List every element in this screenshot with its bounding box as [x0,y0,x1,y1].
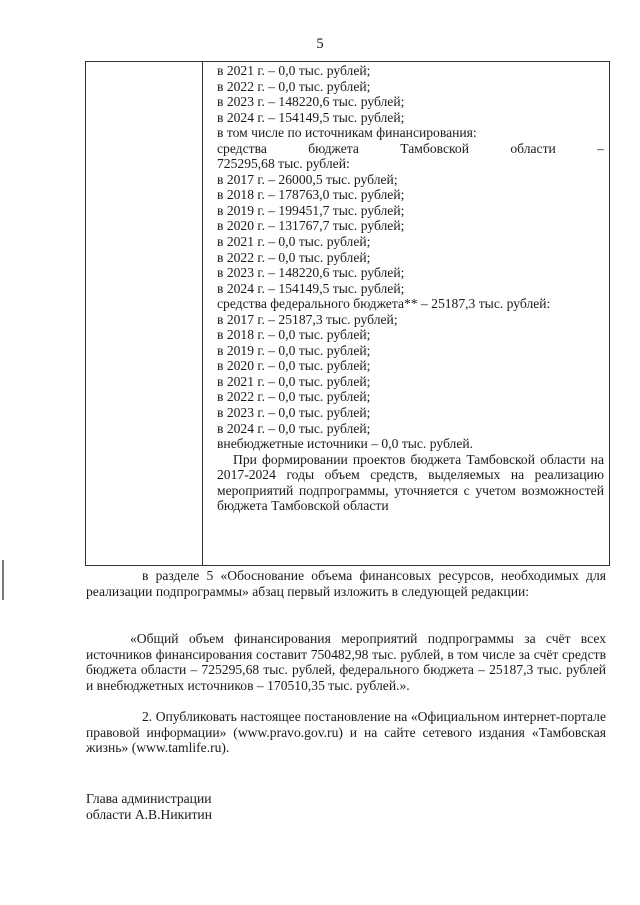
regional-year-line: в 2019 г. – 199451,7 тыс. рублей; [217,202,405,218]
federal-year-line: в 2019 г. – 0,0 тыс. рублей; [217,342,371,358]
federal-year-line: в 2018 г. – 0,0 тыс. рублей; [217,327,371,343]
regional-budget-header: средства бюджета Тамбовской области – [217,140,604,156]
regional-year-line: в 2017 г. – 26000,5 тыс. рублей; [217,171,398,187]
page-number: 5 [316,36,324,52]
financing-table [85,61,610,566]
federal-budget-header: средства федерального бюджета** – 25187,3 тыс. рублей: [217,296,551,312]
table-line: в 2024 г. – 154149,5 тыс. рублей; [217,109,405,125]
table-line: в 2023 г. – 148220,6 тыс. рублей; [217,94,405,110]
table-line: в 2022 г. – 0,0 тыс. рублей; [217,78,371,94]
budget-note: При формировании проектов бюджета Тамбовской области на 2017-2024 годы объем средств, выделяемых на реализацию мероприятий подпрограммы, уточняется с учетом возможностей бюджета Тамбовской области [217,451,604,514]
offbudget-line: внебюджетные источники – 0,0 тыс. рублей. [217,436,474,452]
section5-quote [86,631,606,693]
regional-year-line: в 2018 г. – 178763,0 тыс. рублей; [217,187,405,203]
federal-year-line: в 2024 г. – 0,0 тыс. рублей; [217,420,371,436]
scan-edge-mark [2,560,4,600]
signature-block [86,791,212,822]
regional-year-line: в 2022 г. – 0,0 тыс. рублей; [217,249,371,265]
federal-year-line: в 2022 г. – 0,0 тыс. рублей; [217,389,371,405]
table-line: в том числе по источникам финансирования: [217,125,477,141]
table-column-divider [202,62,203,565]
federal-year-line: в 2017 г. – 25187,3 тыс. рублей; [217,311,398,327]
regional-budget-total: 725295,68 тыс. рублей: [217,156,350,172]
federal-year-line: в 2020 г. – 0,0 тыс. рублей; [217,358,371,374]
regional-year-line: в 2023 г. – 148220,6 тыс. рублей; [217,265,405,281]
section5-intro-text: в разделе 5 «Обоснование объема финансовых ресурсов, необходимых для реализации подпрограммы» абзац первый изложить в следующей редакции: [86,568,606,599]
regional-year-line: в 2024 г. – 154149,5 тыс. рублей; [217,280,405,296]
item-2 [86,709,606,756]
federal-year-line: в 2023 г. – 0,0 тыс. рублей; [217,405,371,421]
section5-intro [86,568,606,599]
table-line: в 2021 г. – 0,0 тыс. рублей; [217,63,371,78]
federal-year-line: в 2021 г. – 0,0 тыс. рублей; [217,373,371,389]
regional-year-line: в 2021 г. – 0,0 тыс. рублей; [217,234,371,250]
signature-title: Глава администрации [86,791,212,806]
regional-year-line: в 2020 г. – 131767,7 тыс. рублей; [217,218,405,234]
section5-quote-text: «Общий объем финансирования мероприятий подпрограммы за счёт всех источников финансирования составит 750482,98 тыс. рублей, в том числе за счёт средств бюджета области – 725295,68 тыс. рублей, федерального бюджета – 25187,3 тыс. рублей и внебюджетных источников – 170510,35 тыс. рублей.». [86,631,606,693]
financing-cell [217,63,604,514]
item-2-text: 2. Опубликовать настоящее постановление на «Официальном интернет-портале правовой информации» (www.pravo.gov.ru) и на сайте сетевого издания «Тамбовская жизнь» (www.tamlife.ru). [86,709,606,756]
signature-name: области А.В.Никитин [86,806,212,822]
